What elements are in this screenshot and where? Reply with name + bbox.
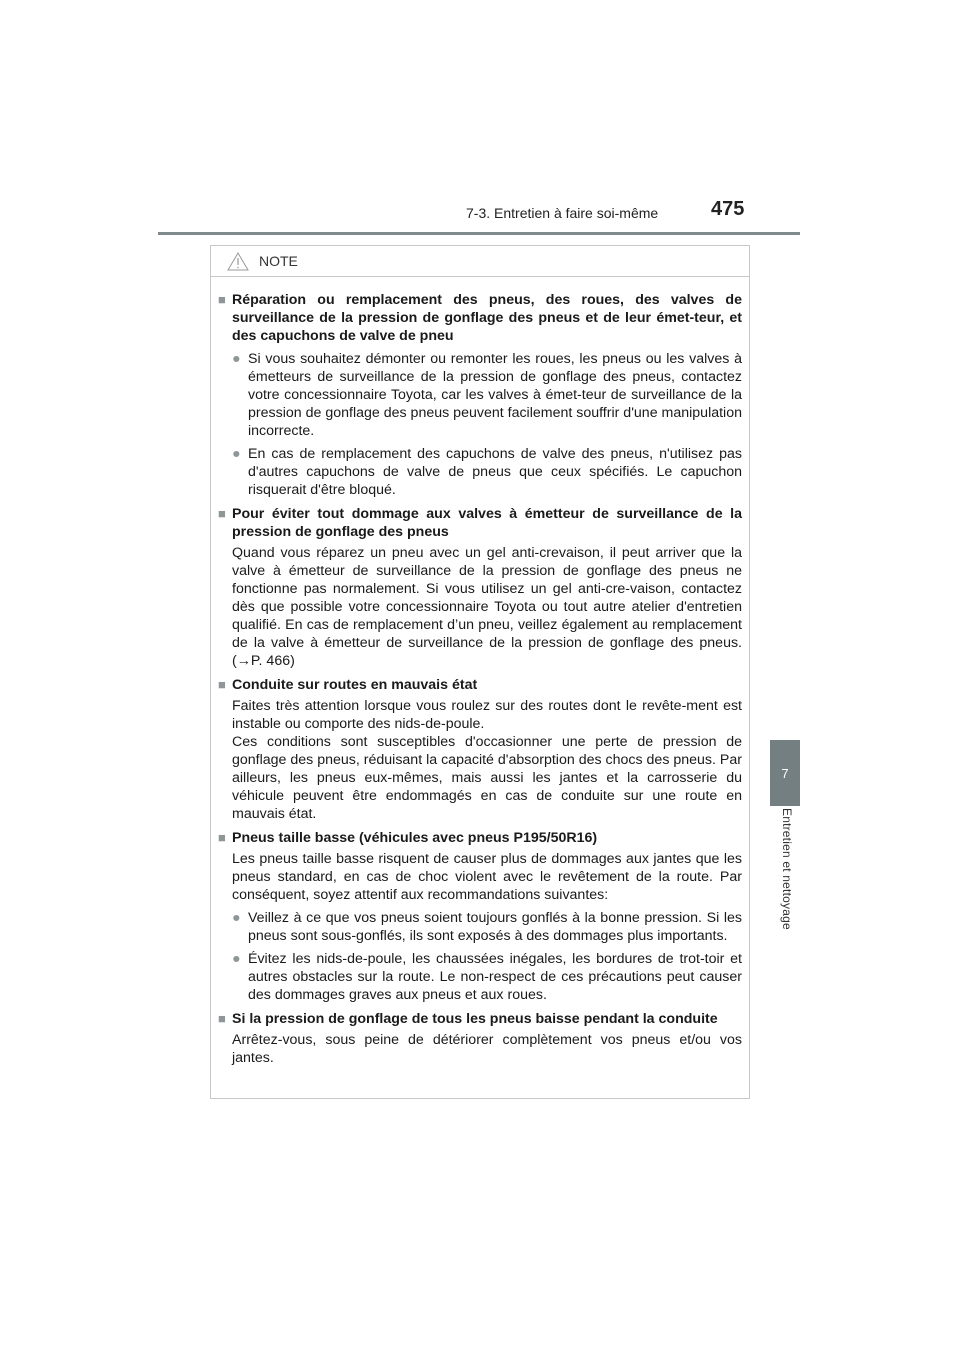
section-title: Si la pression de gonflage de tous les pneus baisse pendant la conduite <box>232 1011 718 1027</box>
square-bullet-icon: ■ <box>218 506 226 521</box>
note-section <box>218 829 742 1004</box>
note-section <box>218 505 742 670</box>
list-item: ● Veillez à ce que vos pneus soient toujours gonflés à la bonne pression. Si les pneus sont sous-gonflés, ils sont exposés à des dommages plus importants. <box>232 910 742 944</box>
list-item: ● En cas de remplacement des capuchons de valve des pneus, n'utilisez pas d'autres capuchons de valve de pneus que ceux spécifiés. Le capuchon risquerait d'être bloqué. <box>232 446 742 498</box>
note-section <box>218 1010 742 1067</box>
chapter-tab-number: 7 <box>781 765 789 781</box>
circle-bullet-icon: ● <box>232 951 241 967</box>
note-header <box>211 246 749 277</box>
chapter-tab-label: Entretien et nettoyage <box>780 808 794 930</box>
list-item: ● Si vous souhaitez démonter ou remonter les roues, les pneus ou les valves à émetteurs de surveillance de la pression de gonflage des pneus, contactez votre concessionnaire Toyota, car les valves à émet-teur de surveillance de la pression de gonflage des pneus peuvent facilement souffrir d'une manipulation incorrecte. <box>232 351 742 439</box>
note-title: NOTE <box>259 253 298 269</box>
section-text: Ces conditions sont susceptibles d'occasionner une perte de pression de gonflage des pneus, réduisant la capacité d'absorption des chocs des pneus. Par ailleurs, les pneus eux-mêmes, mais aussi les jantes et la carrosserie du véhicule peuvent être endommagés en cas de conduite sur une route en mauvais état. <box>232 734 742 822</box>
note-section <box>218 676 742 823</box>
note-body <box>211 277 749 1067</box>
section-text: Les pneus taille basse risquent de causer plus de dommages aux jantes que les pneus standard, en cas de choc violent avec le revêtement de la route. Par conséquent, soyez attentif aux recommandations suivantes: <box>232 851 742 903</box>
square-bullet-icon: ■ <box>218 1011 226 1026</box>
note-box <box>210 245 750 1099</box>
circle-bullet-icon: ● <box>232 446 241 462</box>
section-title: Pneus taille basse (véhicules avec pneus P195/50R16) <box>232 830 598 846</box>
section-title: Conduite sur routes en mauvais état <box>232 677 478 693</box>
section-title: Réparation ou remplacement des pneus, des roues, des valves de surveillance de la pression de gonflage des pneus et de leur émet-teur, et des capuchons de valve de pneu <box>232 292 742 344</box>
square-bullet-icon: ■ <box>218 292 226 307</box>
square-bullet-icon: ■ <box>218 830 226 845</box>
list-item: ● Évitez les nids-de-poule, les chaussées inégales, les bordures de trot-toir et autres obstacles sur la route. Le non-respect de ces précautions peut causer des dommages graves aux pneus et aux roues. <box>232 951 742 1003</box>
section-title: Pour éviter tout dommage aux valves à émetteur de surveillance de la pression de gonflage des pneus <box>232 506 742 540</box>
note-section <box>218 291 742 499</box>
section-text: Quand vous réparez un pneu avec un gel anti-crevaison, il peut arriver que la valve à émetteur de surveillance de la pression de gonflage des pneus ne fonctionne pas normalement. Si vous utilisez un gel anti-cre-vaison, contactez dès que possible votre concessionnaire Toyota ou tout autre atelier d'entretien qualifié. En cas de remplacement d’un pneu, veillez également au remplacement de la valve à émetteur de surveillance de la pression de gonflage des pneus. (→P. 466) <box>232 545 742 669</box>
square-bullet-icon: ■ <box>218 677 226 692</box>
section-text: Arrêtez-vous, sous peine de détériorer complètement vos pneus et/ou vos jantes. <box>232 1032 742 1066</box>
header-divider <box>158 232 800 235</box>
chapter-tab <box>770 740 800 806</box>
page-number: 475 <box>711 198 745 220</box>
header-section-title: 7-3. Entretien à faire soi-même <box>466 205 659 221</box>
section-text: Faites très attention lorsque vous roulez sur des routes dont le revête-ment est instable ou comporte des nids-de-poule. <box>232 698 742 732</box>
circle-bullet-icon: ● <box>232 910 241 926</box>
warning-triangle-icon <box>227 252 249 271</box>
circle-bullet-icon: ● <box>232 351 241 367</box>
